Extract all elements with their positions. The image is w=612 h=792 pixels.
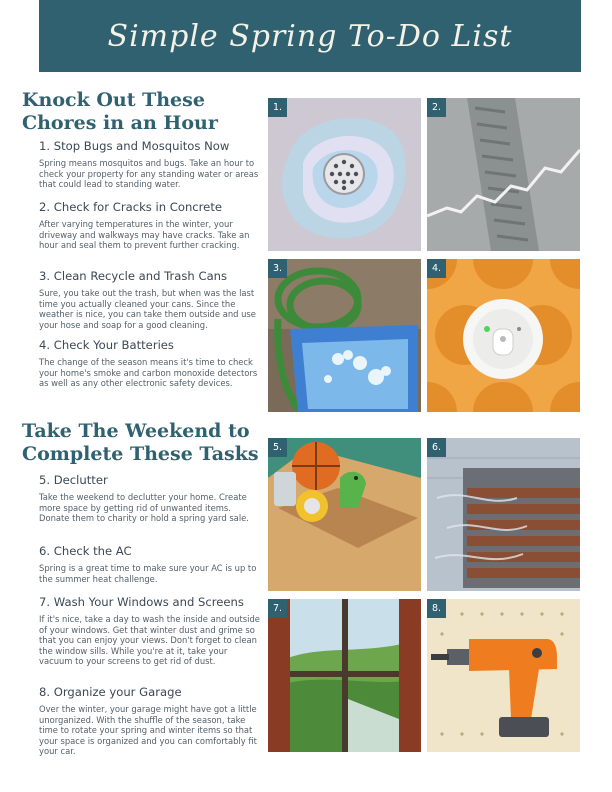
- task-title: 8. Organize your Garage: [39, 685, 182, 699]
- illustration-tile-2: [427, 98, 580, 251]
- task-item-5: [39, 473, 261, 524]
- task-title: 4. Check Your Batteries: [39, 338, 174, 352]
- tile-number: 8.: [427, 599, 446, 618]
- task-item-6: [39, 544, 261, 584]
- task-item-1: [39, 139, 261, 190]
- illustration-tile-8: [427, 599, 580, 752]
- tile-number: 6.: [427, 438, 446, 457]
- section-heading-weekend: [22, 420, 259, 466]
- smoke-detector-illustration: [427, 259, 580, 412]
- task-text: If it's nice, take a day to wash the inside and outside of your windows. Get that winter dust and grime so that you can enjoy your views. Don't forget to clean the window sills. While you're at it, take your vacuum to your screens to get rid of dust.: [39, 614, 260, 666]
- task-title: 5. Declutter: [39, 473, 108, 487]
- section-heading-hour: [22, 89, 218, 135]
- hose-bin-illustration: [268, 259, 421, 412]
- task-text: Over the winter, your garage might have got a little unorganized. With the shuffle of the season, take time to rotate your spring and winter items so that your space is organized and you can comfortably fit your car.: [39, 704, 257, 756]
- section-heading-line: Complete These Tasks: [22, 443, 259, 465]
- illustration-tile-3: [268, 259, 421, 412]
- drill-illustration: [427, 599, 580, 752]
- task-title: 6. Check the AC: [39, 544, 132, 558]
- page-title: Simple Spring To-Do List: [107, 18, 513, 54]
- task-item-8: [39, 685, 261, 757]
- illustration-tile-7: [268, 599, 421, 752]
- tile-number: 7.: [268, 599, 287, 618]
- tile-number: 4.: [427, 259, 446, 278]
- task-item-4: [39, 338, 261, 389]
- section-heading-line: Knock Out These: [22, 89, 205, 111]
- task-title: 1. Stop Bugs and Mosquitos Now: [39, 139, 230, 153]
- task-title: 7. Wash Your Windows and Screens: [39, 595, 244, 609]
- declutter-box-illustration: [268, 438, 421, 591]
- task-text: Take the weekend to declutter your home. Create more space by getting rid of unwanted items. Donate them to charity or hold a spring yard sale.: [39, 492, 249, 523]
- task-text: Spring means mosquitos and bugs. Take an hour to check your property for any standing water or areas that could lead to standing water.: [39, 158, 259, 189]
- window-illustration: [268, 599, 421, 752]
- tile-number: 5.: [268, 438, 287, 457]
- concrete-crack-illustration: [427, 98, 580, 251]
- tile-number: 2.: [427, 98, 446, 117]
- illustration-tile-1: [268, 98, 421, 251]
- ac-unit-illustration: [427, 438, 580, 591]
- illustration-tile-5: [268, 438, 421, 591]
- illustration-tile-4: [427, 259, 580, 412]
- task-item-7: [39, 595, 261, 667]
- section-heading-line: Take The Weekend to: [22, 420, 250, 442]
- title-banner: [39, 0, 581, 72]
- task-text: The change of the season means it's time to check your home's smoke and carbon monoxide detectors as well as any other electronic safety devices.: [39, 357, 258, 388]
- task-title: 2. Check for Cracks in Concrete: [39, 200, 222, 214]
- tile-number: 3.: [268, 259, 287, 278]
- section-heading-line: Chores in an Hour: [22, 112, 218, 134]
- illustration-tile-6: [427, 438, 580, 591]
- task-title: 3. Clean Recycle and Trash Cans: [39, 269, 228, 283]
- task-text: After varying temperatures in the winter, your driveway and walkways may have cracks. Take an hour and seal them to prevent further cracking.: [39, 219, 250, 250]
- drain-illustration: [268, 98, 421, 251]
- task-item-2: [39, 200, 261, 251]
- task-item-3: [39, 269, 261, 330]
- tile-number: 1.: [268, 98, 287, 117]
- task-text: Spring is a great time to make sure your AC is up to the summer heat challenge.: [39, 563, 257, 584]
- task-text: Sure, you take out the trash, but when was the last time you actually cleaned your cans. Since the weather is nice, you can take them outside and use your hose and soap for a good cleaning.: [39, 288, 256, 330]
